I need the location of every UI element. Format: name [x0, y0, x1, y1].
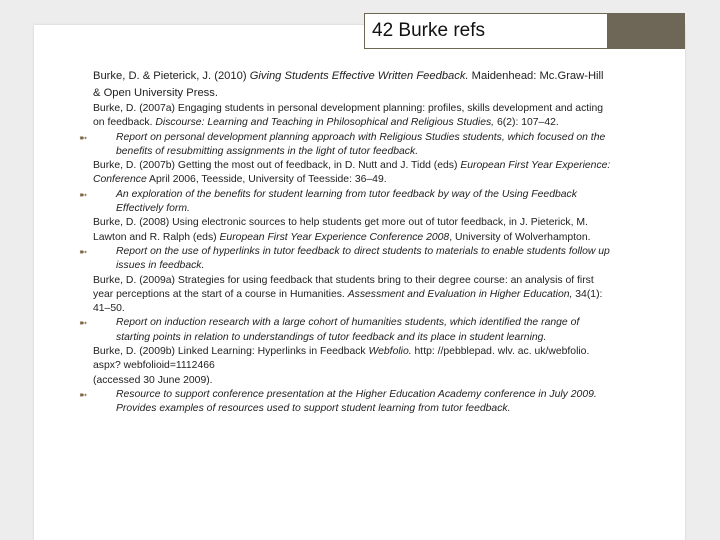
arrow-bullet-icon: ➼: [79, 318, 88, 330]
arrow-bullet-icon: ➼: [79, 189, 88, 201]
reference-entry: Burke, D. (2008) Using electronic sources to help students get more out of tutor feedback, in J. Pieterick, M. Lawton and R. Ralph (eds) European First Year Experience Conference 2008, University of Wolverhampton.: [93, 217, 591, 243]
annotation-note: ➼ Report on induction research with a large cohort of humanities students, which identified the range of starting points in relation to understandings of tutor feedback and its place in student learning.: [79, 317, 580, 343]
reference-entry: Burke, D. & Pieterick, J. (2010) Giving Students Effective Written Feedback. Maidenhead: Mc.Graw-Hill & Open University Press.: [93, 70, 604, 99]
arrow-bullet-icon: ➼: [79, 132, 88, 144]
slide-title: 42 Burke refs: [372, 20, 485, 41]
reference-entry: Burke, D. (2009b) Linked Learning: Hyperlinks in Feedback Webfolio. http: //pebblepad. wlv. ac. uk/webfolio. aspx? webfolioid=1112466 (accessed 30 June 2009).: [93, 346, 590, 386]
reference-entry: Burke, D. (2007b) Getting the most out of feedback, in D. Nutt and J. Tidd (eds) European First Year Experience: Conference April 2006, Teesside, University of Teesside: 36–49.: [93, 160, 611, 186]
annotation-note: ➼ Report on personal development planning approach with Religious Studies students, which focused on the benefits of resubmitting assignments in the light of tutor feedback.: [79, 131, 606, 157]
title-accent-bar: [608, 13, 685, 49]
reference-entry: Burke, D. (2007a) Engaging students in personal development planning: profiles, skills development and acting on feedback. Discourse: Learning and Teaching in Philosophical and Religious Studies, 6(2): 107–42.: [93, 103, 604, 129]
reference-entry: Burke, D. (2009a) Strategies for using feedback that students bring to their degree course: an analysis of first year perceptions at the start of a course in Humanities. Assessment and Evaluation in Higher Education, 34(1): 41–50.: [93, 274, 603, 315]
annotation-note: ➼ Resource to support conference presentation at the Higher Education Academy conference in July 2009. Provides examples of resources used to support student learning from tutor feedback.: [79, 388, 597, 415]
arrow-bullet-icon: ➼: [79, 389, 88, 401]
annotation-note: ➼ Report on the use of hyperlinks in tutor feedback to direct students to materials to enable students follow up issues in feedback.: [79, 245, 610, 272]
annotation-note: ➼ An exploration of the benefits for student learning from tutor feedback by way of the Using Feedback Effectively form.: [79, 188, 577, 215]
arrow-bullet-icon: ➼: [79, 246, 88, 258]
reference-list: [79, 68, 613, 417]
